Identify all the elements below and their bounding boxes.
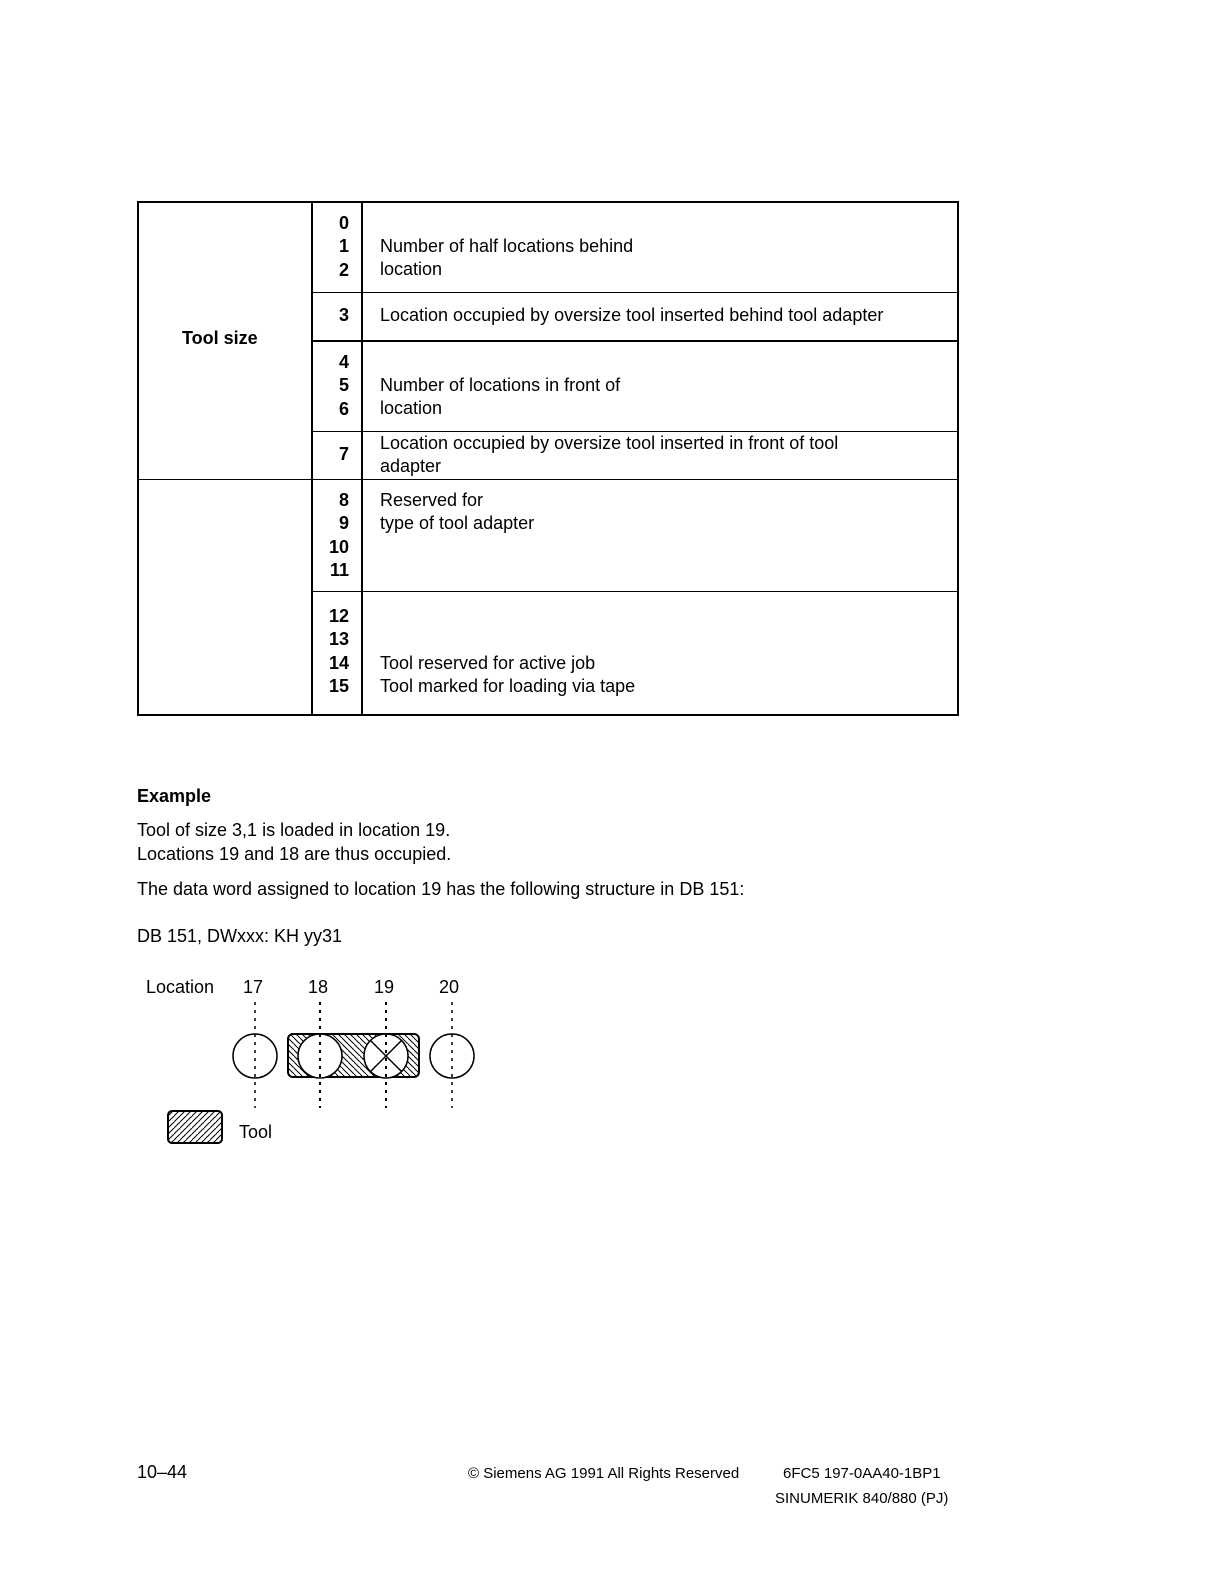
location-20-circle xyxy=(430,1034,474,1078)
page-number: 10–44 xyxy=(137,1462,188,1482)
bit-numbers: 8 9 10 11 xyxy=(328,490,349,580)
example-code: DB 151, DWxxx: KH yy31 xyxy=(137,926,343,946)
bit-numbers: 4 5 6 xyxy=(338,352,349,419)
tool-legend-label: Tool xyxy=(239,1122,273,1142)
bit-description: Reserved for type of tool adapter xyxy=(380,490,535,533)
example-heading: Example xyxy=(137,786,212,806)
bit-description: Location occupied by oversize tool inserted in front of tool adapter xyxy=(380,433,839,476)
location-18-circle xyxy=(298,1034,342,1078)
bit-description: Number of half locations behind location xyxy=(380,236,634,279)
location-number: 18 xyxy=(308,977,329,997)
tool-size-label: Tool size xyxy=(182,328,258,348)
order-number: 6FC5 197-0AA40-1BP1 xyxy=(783,1465,941,1482)
copyright: © Siemens AG 1991 All Rights Reserved xyxy=(468,1465,740,1482)
bit-description: Number of locations in front of location xyxy=(380,375,621,418)
location-number: 17 xyxy=(243,977,264,997)
tool-legend-swatch xyxy=(168,1111,222,1143)
example-line: Locations 19 and 18 are thus occupied. xyxy=(137,844,452,864)
bit-numbers: 3 xyxy=(338,305,349,325)
example-line: The data word assigned to location 19 has the following structure in DB 151: xyxy=(137,879,745,899)
example-line: Tool of size 3,1 is loaded in location 19. xyxy=(137,820,451,840)
bit-description: Location occupied by oversize tool inserted behind tool adapter xyxy=(380,305,884,325)
location-17-circle xyxy=(233,1034,277,1078)
bit-numbers: 12 13 14 15 xyxy=(328,606,349,696)
product-name: SINUMERIK 840/880 (PJ) xyxy=(775,1490,949,1507)
bit-numbers: 7 xyxy=(338,444,349,464)
location-number: 20 xyxy=(439,977,460,997)
location-diagram xyxy=(150,995,500,1150)
bit-numbers: 0 1 2 xyxy=(338,213,349,280)
location-label: Location xyxy=(146,977,215,997)
bit-description: Tool reserved for active job Tool marked for loading via tape xyxy=(380,653,636,696)
location-number: 19 xyxy=(374,977,395,997)
